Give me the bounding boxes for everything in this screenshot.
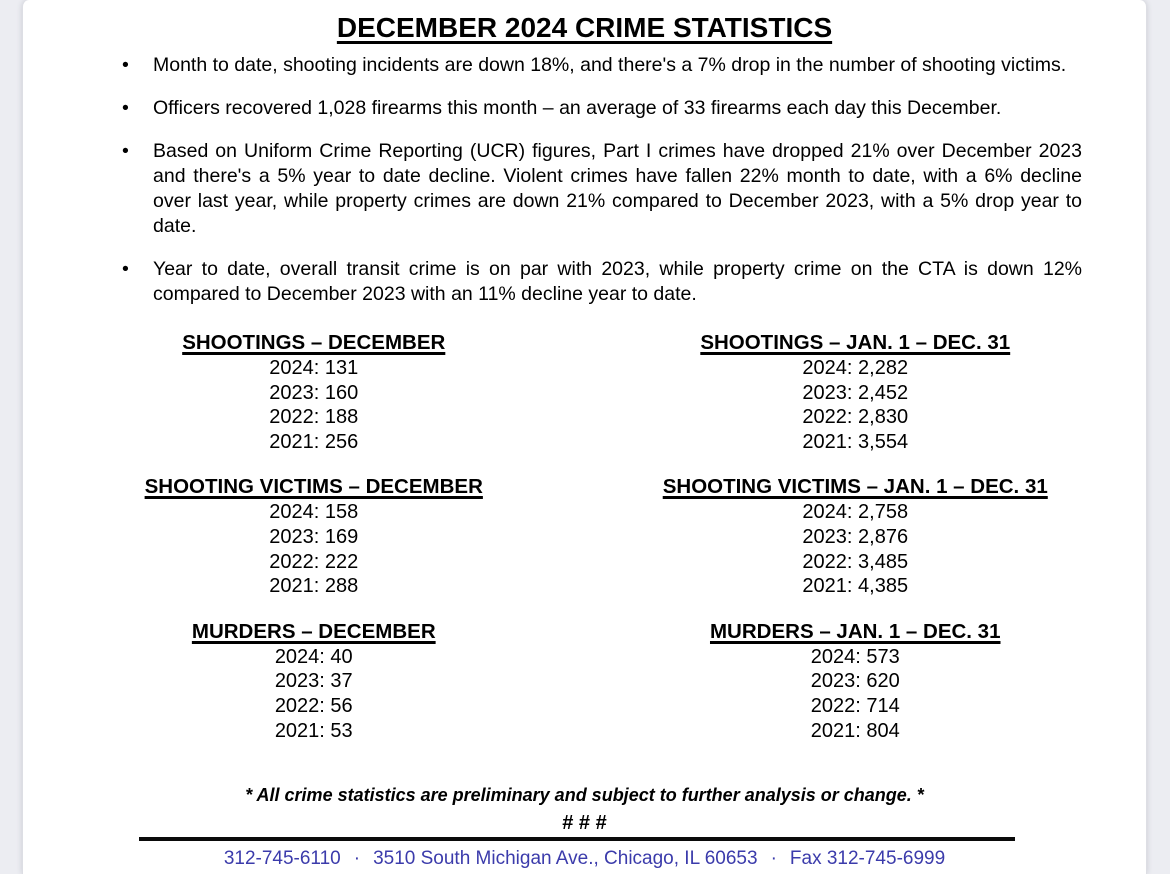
stat-row: 2024: 131 bbox=[269, 357, 359, 379]
stats-section-shootings-ytd bbox=[585, 330, 1127, 454]
footer-address: 3510 South Michigan Ave., Chicago, IL 60653 bbox=[373, 848, 758, 870]
footer-fax: Fax 312-745-6999 bbox=[789, 848, 946, 870]
page-title-text: DECEMBER 2024 CRIME STATISTICS bbox=[336, 12, 833, 43]
section-heading: SHOOTINGS – JAN. 1 – DEC. 31 bbox=[700, 331, 1011, 354]
stats-section-murders-ytd bbox=[585, 619, 1127, 743]
stat-row: 2022: 3,485 bbox=[802, 550, 909, 573]
stat-row: 2022: 2,830 bbox=[802, 406, 909, 429]
summary-bullet-list bbox=[23, 53, 1146, 307]
page-title bbox=[23, 11, 1146, 45]
section-heading: SHOOTING VICTIMS – DECEMBER bbox=[144, 475, 483, 499]
stats-section-shooting-victims-december bbox=[43, 474, 585, 598]
stat-row: 2021: 804 bbox=[810, 719, 900, 742]
dot-separator: · bbox=[353, 848, 361, 870]
statistics-grid bbox=[23, 330, 1146, 763]
footer-divider bbox=[139, 837, 1015, 841]
stats-section-shootings-december bbox=[43, 330, 585, 454]
stat-row: 2022: 714 bbox=[810, 694, 900, 717]
stat-row: 2024: 40 bbox=[274, 645, 353, 668]
section-heading: MURDERS – DECEMBER bbox=[191, 619, 436, 643]
stat-row: 2024: 158 bbox=[269, 501, 359, 524]
stat-row: 2023: 2,452 bbox=[802, 381, 909, 404]
stat-row: 2021: 3,554 bbox=[802, 430, 909, 453]
stat-row: 2023: 160 bbox=[269, 381, 359, 404]
stat-row: 2023: 37 bbox=[274, 670, 353, 693]
stat-row: 2021: 4,385 bbox=[802, 575, 909, 598]
stat-row: 2024: 573 bbox=[810, 645, 900, 668]
stat-row: 2023: 169 bbox=[269, 525, 359, 548]
disclaimer-note: * All crime statistics are preliminary and subject to further analysis or change. * bbox=[245, 785, 924, 806]
stat-row: 2023: 620 bbox=[810, 670, 900, 693]
stat-row: 2024: 2,282 bbox=[802, 357, 909, 379]
section-heading: SHOOTINGS – DECEMBER bbox=[182, 331, 446, 354]
end-marker: # # # bbox=[562, 812, 607, 835]
footer-contact-line bbox=[23, 848, 1146, 870]
bullet-point: • Based on Uniform Crime Reporting (UCR) figures, Part I crimes have dropped 21% over December 2023 and there's a 5% year to date decline. Violent crimes have fallen 22% month to date, with a 6% decline over last year, while property crimes are down 21% compared to December 2023, with a 5% drop year to date. bbox=[153, 139, 1082, 239]
bullet-point: • Month to date, shooting incidents are down 18%, and there's a 7% drop in the number of shooting victims. bbox=[153, 53, 1082, 78]
bullet-point: • Year to date, overall transit crime is on par with 2023, while property crime on the CTA is down 12% compared to December 2023 with an 11% decline year to date. bbox=[153, 257, 1082, 307]
bullet-point: • Officers recovered 1,028 firearms this month – an average of 33 firearms each day this December. bbox=[153, 96, 1082, 121]
footer-phone: 312-745-6110 bbox=[223, 848, 341, 870]
stat-row: 2022: 56 bbox=[274, 694, 353, 717]
stat-row: 2024: 2,758 bbox=[802, 501, 909, 524]
stats-section-murders-december bbox=[43, 619, 585, 743]
document-page bbox=[22, 0, 1147, 874]
stat-row: 2021: 53 bbox=[274, 719, 353, 742]
dot-separator: · bbox=[770, 848, 777, 870]
stat-row: 2022: 188 bbox=[269, 406, 359, 429]
stats-section-shooting-victims-ytd bbox=[585, 474, 1127, 598]
stat-row: 2021: 288 bbox=[269, 575, 359, 598]
stat-row: 2021: 256 bbox=[269, 430, 359, 453]
stat-row: 2022: 222 bbox=[269, 550, 359, 573]
stat-row: 2023: 2,876 bbox=[802, 525, 909, 548]
section-heading: SHOOTING VICTIMS – JAN. 1 – DEC. 31 bbox=[662, 475, 1048, 499]
section-heading: MURDERS – JAN. 1 – DEC. 31 bbox=[709, 619, 1001, 643]
